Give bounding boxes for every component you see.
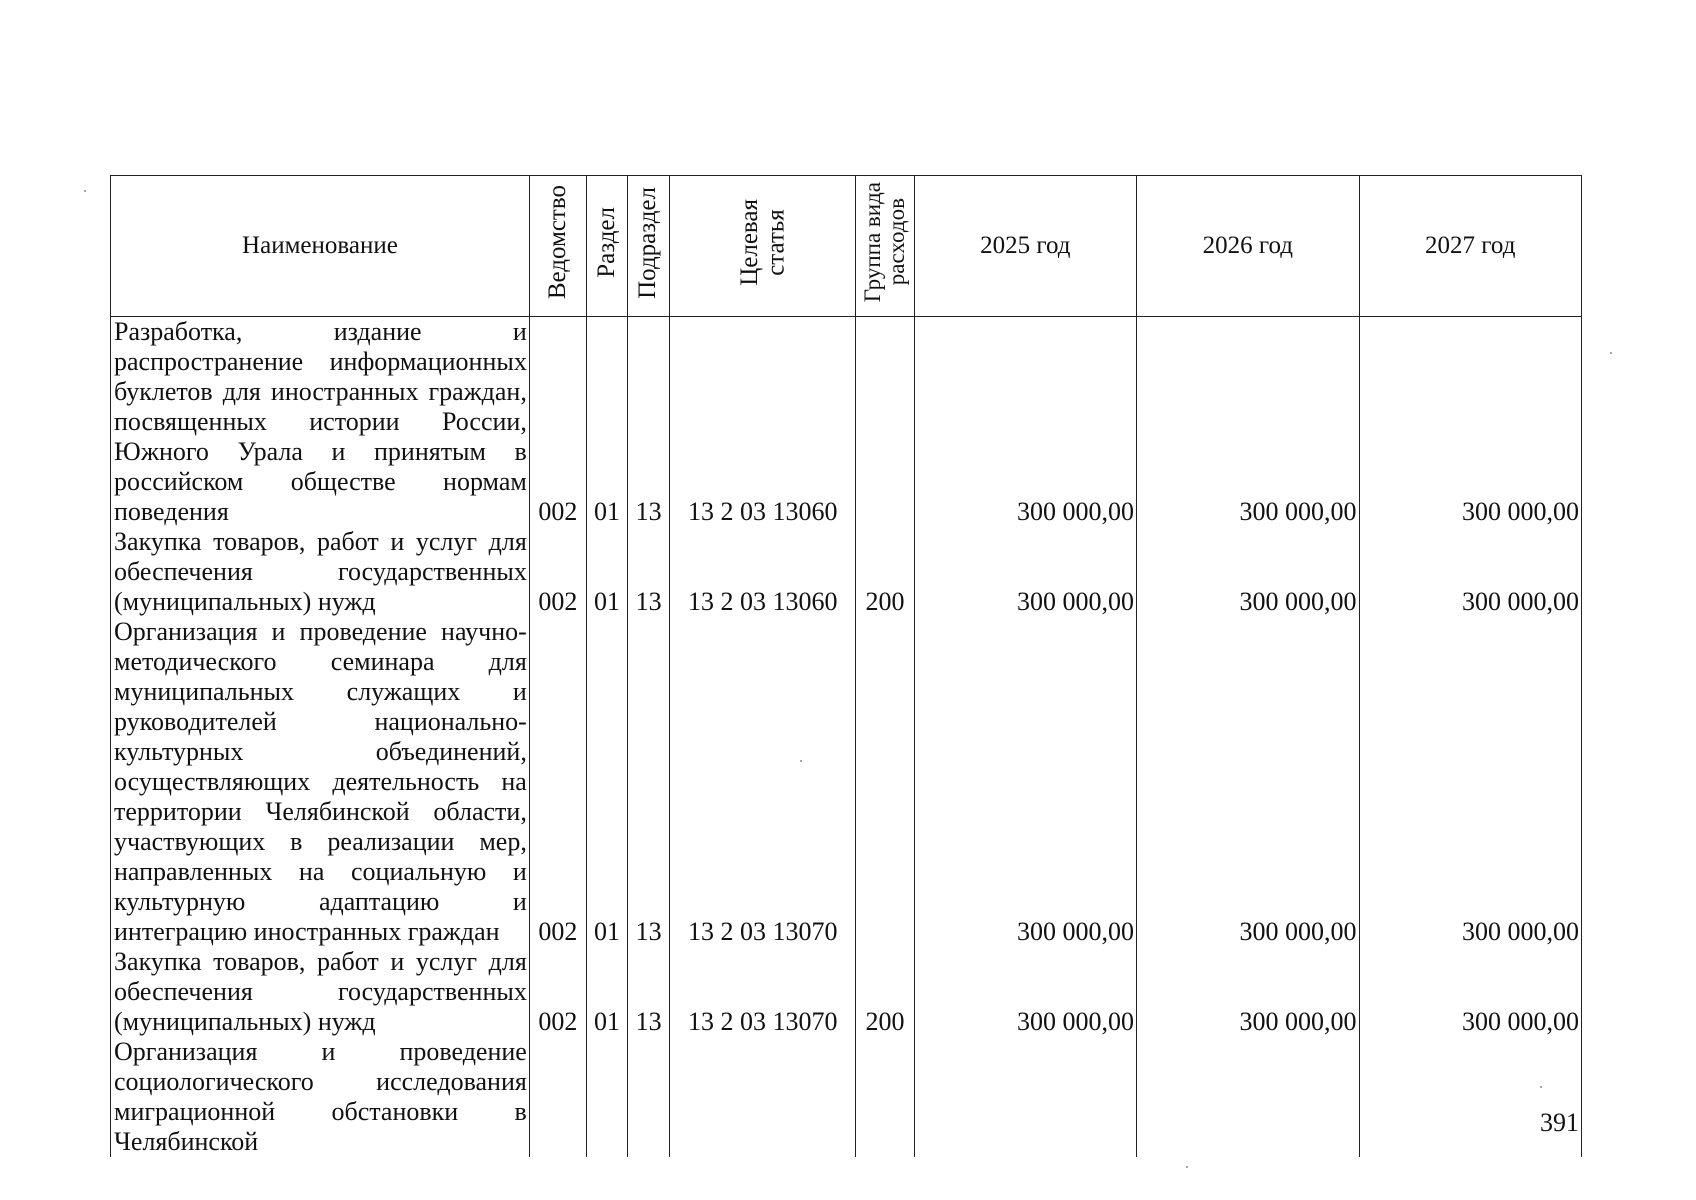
row-razdel: 01 (586, 527, 627, 617)
header-2026: 2026 год (1137, 176, 1359, 317)
row-podrazdel: 13 (628, 947, 670, 1037)
row-vedomstvo: 002 (529, 617, 586, 947)
row-amount-2025: 300 000,00 (914, 527, 1136, 617)
row-gruppa: 200 (856, 947, 914, 1037)
row-podrazdel (628, 1037, 670, 1157)
row-amount-2027 (1359, 1037, 1582, 1157)
row-vedomstvo (529, 1037, 586, 1157)
page-number: 391 (1540, 1108, 1579, 1137)
row-vedomstvo: 002 (529, 947, 586, 1037)
row-celevaya-statya: 13 2 03 13060 (670, 317, 856, 528)
row-amount-2027: 300 000,00 (1359, 947, 1582, 1037)
row-gruppa: 200 (856, 527, 914, 617)
row-amount-2025: 300 000,00 (914, 317, 1136, 528)
row-razdel: 01 (586, 947, 627, 1037)
row-amount-2026 (1137, 1037, 1359, 1157)
header-celevaya-statya: Целевая статья (670, 176, 856, 317)
budget-table (110, 175, 1582, 1157)
row-vedomstvo: 002 (529, 527, 586, 617)
scan-speck (84, 190, 86, 192)
row-podrazdel: 13 (628, 617, 670, 947)
row-podrazdel: 13 (628, 317, 670, 528)
scan-speck (1540, 1086, 1542, 1088)
header-2025: 2025 год (914, 176, 1136, 317)
row-name: Разработка, издание и распространение информационных буклетов для иностранных граждан, посвященных истории России, Южного Урала и принятым в российском обществе нормам поведения (111, 317, 530, 528)
row-amount-2026: 300 000,00 (1137, 947, 1359, 1037)
scan-speck (1186, 1166, 1188, 1168)
row-amount-2026: 300 000,00 (1137, 617, 1359, 947)
row-amount-2027: 300 000,00 (1359, 527, 1582, 617)
table-row (111, 1037, 1582, 1157)
row-amount-2025: 300 000,00 (914, 947, 1136, 1037)
header-razdel: Раздел (586, 176, 627, 317)
table-row (111, 527, 1582, 617)
row-name: Закупка товаров, работ и услуг для обеспечения государственных (муниципальных) нужд (111, 947, 530, 1037)
row-amount-2026: 300 000,00 (1137, 527, 1359, 617)
table-row (111, 947, 1582, 1037)
scan-speck (800, 760, 802, 762)
header-vedomstvo: Ведомство (529, 176, 586, 317)
row-amount-2027: 300 000,00 (1359, 617, 1582, 947)
row-razdel: 01 (586, 617, 627, 947)
row-amount-2026: 300 000,00 (1137, 317, 1359, 528)
row-gruppa (856, 617, 914, 947)
table-row (111, 617, 1582, 947)
scan-speck (1610, 352, 1612, 354)
row-amount-2025 (914, 1037, 1136, 1157)
table-header-row (111, 176, 1582, 317)
table-row (111, 317, 1582, 528)
row-celevaya-statya (670, 1037, 856, 1157)
row-name: Организация и проведение научно-методического семинара для муниципальных служащих и руководителей национально-культурных объединений, осуществляющих деятельность на территории Челябинской области, участвующих в реализации мер, направленных на социальную и культурную адаптацию и интеграцию иностранных граждан (111, 617, 530, 947)
row-vedomstvo: 002 (529, 317, 586, 528)
row-name: Организация и проведение социологического исследования миграционной обстановки в Челябинской (111, 1037, 530, 1157)
header-2027: 2027 год (1359, 176, 1582, 317)
row-name: Закупка товаров, работ и услуг для обеспечения государственных (муниципальных) нужд (111, 527, 530, 617)
header-podrazdel: Подраздел (628, 176, 670, 317)
row-razdel: 01 (586, 317, 627, 528)
row-podrazdel: 13 (628, 527, 670, 617)
row-celevaya-statya: 13 2 03 13070 (670, 617, 856, 947)
header-gruppa-vida-raskhodov: Группа вида расходов (856, 176, 914, 317)
row-gruppa (856, 317, 914, 528)
row-celevaya-statya: 13 2 03 13070 (670, 947, 856, 1037)
row-gruppa (856, 1037, 914, 1157)
row-razdel (586, 1037, 627, 1157)
header-name: Наименование (111, 176, 530, 317)
row-celevaya-statya: 13 2 03 13060 (670, 527, 856, 617)
row-amount-2025: 300 000,00 (914, 617, 1136, 947)
row-amount-2027: 300 000,00 (1359, 317, 1582, 528)
